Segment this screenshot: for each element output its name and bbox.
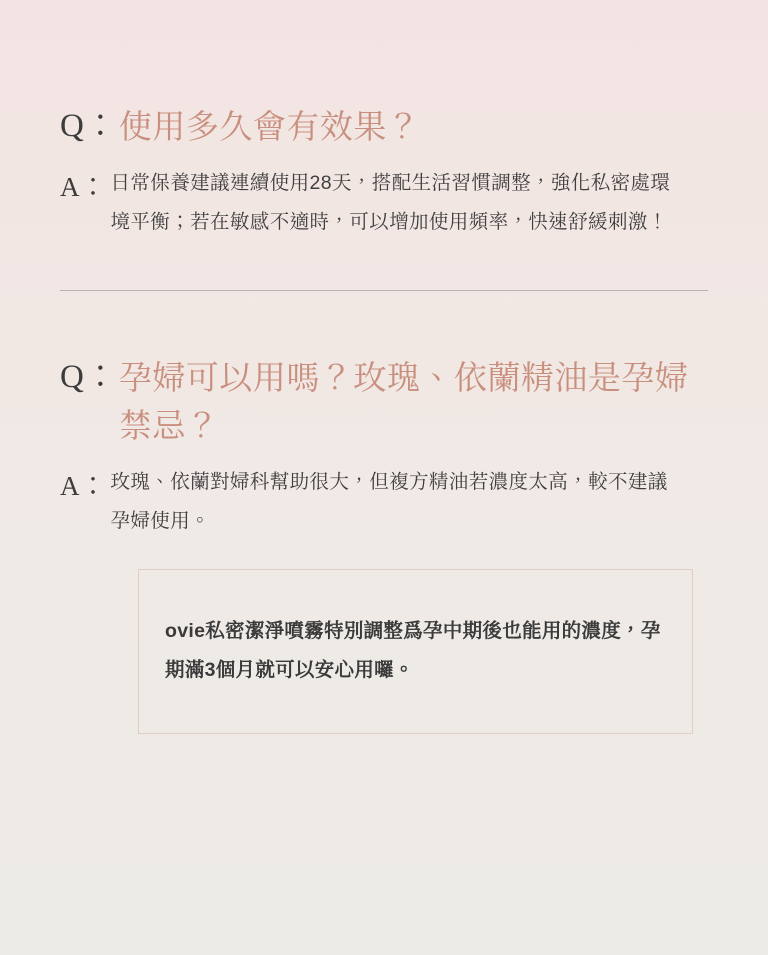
faq-question-text-2: 孕婦可以用嗎？玫瑰、依蘭精油是孕婦禁忌？ (118, 361, 689, 445)
faq-question-text-1: 使用多久會有效果？ (118, 110, 421, 146)
faq-item-2 (60, 291, 708, 734)
question-marker-1: Q： (60, 108, 117, 144)
faq-question-row-1 (60, 104, 708, 152)
faq-note-box (138, 569, 693, 734)
faq-answer-text-2: 玫瑰、依蘭對婦科幫助很大，但複方精油若濃度太高，較不建議孕婦使用。 (110, 471, 668, 532)
faq-answer-row-1 (60, 164, 708, 242)
answer-marker-2: A： (60, 471, 107, 501)
faq-item-1 (60, 0, 708, 291)
faq-question-row-2 (60, 355, 708, 451)
answer-marker-1: A： (60, 172, 107, 202)
faq-answer-row-2 (60, 463, 708, 541)
question-marker-2: Q： (60, 359, 117, 395)
faq-answer-text-1: 日常保養建議連續使用28天，搭配生活習慣調整，強化私密處環境平衡；若在敏感不適時，可以增加使用頻率，快速舒緩刺激！ (110, 172, 671, 233)
faq-note-text: ovie私密潔淨噴霧特別調整爲孕中期後也能用的濃度，孕期滿3個月就可以安心用囉。 (165, 619, 661, 681)
